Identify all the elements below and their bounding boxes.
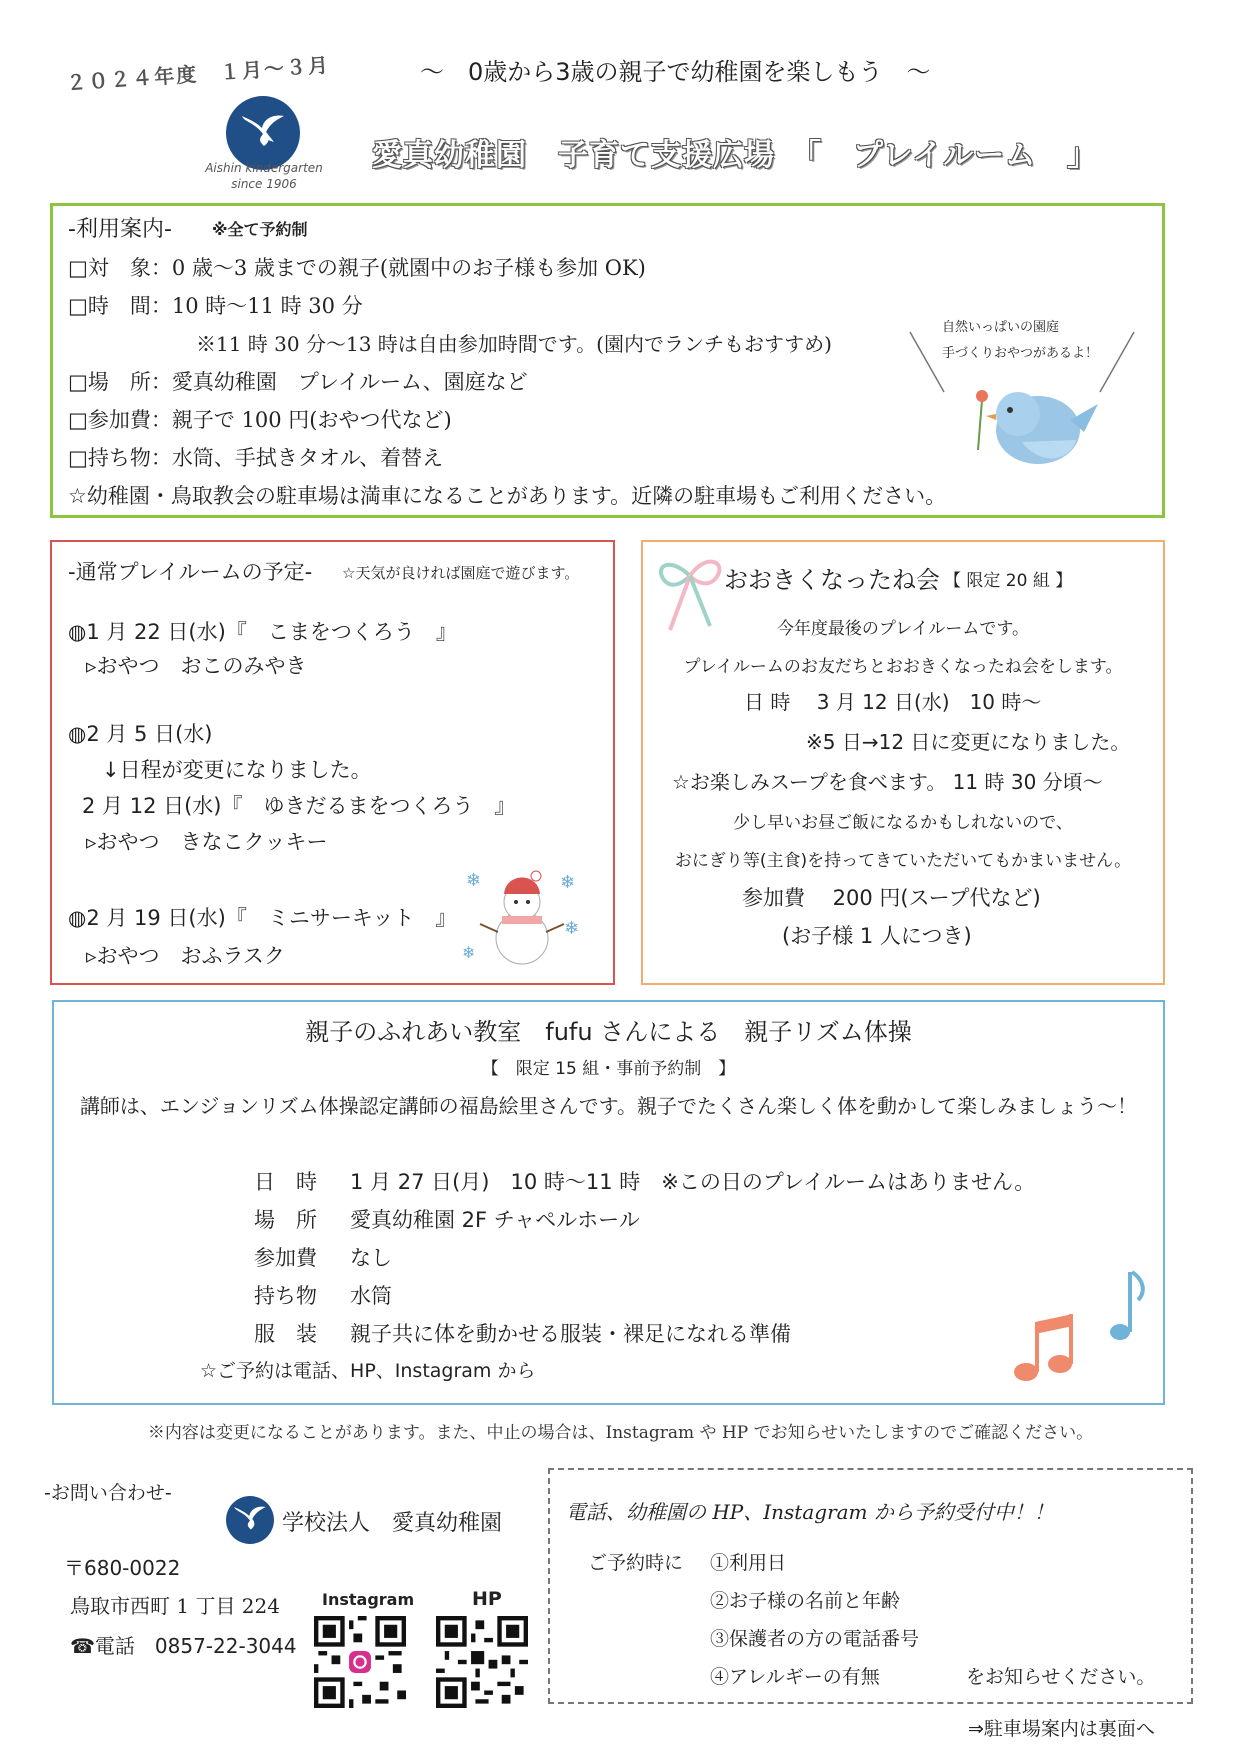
rhythm-label-place: 場 所	[254, 1208, 317, 1232]
dove-icon	[240, 112, 286, 152]
ookiku-soup: ☆お楽しみスープを食べます。 11 時 30 分頃～	[672, 770, 1103, 794]
booking-heading: 電話、幼稚園の HP、Instagram から予約受付中！！	[566, 1500, 1054, 1524]
music-notes-icon	[1010, 1252, 1150, 1392]
reservation-note: ※全て予約制	[212, 220, 308, 239]
rhythm-value-items: 水筒	[350, 1284, 392, 1308]
ookiku-title: おおきくなったね会	[724, 566, 940, 594]
ookiku-line-4: おにぎり等(主食)を持ってきていただいてもかまいません。	[674, 851, 1132, 871]
rhythm-description: 講師は、エンジョンリズム体操認定講師の福島絵里さんです。親子でたくさん楽しく体を動かして楽しみましょう～！	[79, 1094, 1138, 1118]
disclaimer: ※内容は変更になることがあります。また、中止の場合は、Instagram や HP でお知らせいたしますのでご確認ください。	[147, 1423, 1094, 1443]
usage-place: □場 所：愛真幼稚園 プレイルーム、園庭など	[68, 370, 528, 394]
school-year: ２０２４年度 １月～３月	[65, 52, 331, 96]
bird-note-1: 自然いっぱいの園庭	[942, 320, 1060, 335]
ookiku-line-3: 少し早いお昼ご飯になるかもしれないので、	[733, 813, 1073, 833]
booking-end: をお知らせください。	[966, 1666, 1156, 1688]
hp-qr-code[interactable]	[436, 1616, 528, 1708]
dove-icon	[232, 1504, 268, 1534]
svg-text:❄: ❄	[560, 872, 576, 893]
ookiku-fee-note: (お子様 1 人につき)	[782, 924, 972, 948]
svg-text:❄: ❄	[564, 918, 580, 939]
ookiku-fee: 参加費 200 円(スープ代など)	[742, 886, 1041, 910]
rhythm-label-datetime: 日 時	[254, 1170, 317, 1194]
rhythm-value-datetime: 1 月 27 日(月) 10 時～11 時 ※この日のプレイルームはありません。	[350, 1170, 1036, 1194]
schedule-heading: -通常プレイルームの予定-	[68, 560, 313, 584]
rhythm-reservation: ☆ご予約は電話、HP、Instagram から	[200, 1360, 536, 1382]
event-3-snack: ▹おやつ おふラスク	[86, 944, 285, 968]
rhythm-label-fee: 参加費	[254, 1246, 317, 1270]
booking-label: ご予約時に	[588, 1552, 684, 1574]
rhythm-title: 親子のふれあい教室 fufu さんによる 親子リズム体操	[305, 1018, 912, 1046]
rhythm-value-fee: なし	[350, 1246, 392, 1270]
ookiku-line-2: プレイルームのお友だちとおおきくなったね会をします。	[683, 657, 1123, 677]
weather-note: ☆天気が良ければ園庭で遊びます。	[342, 564, 580, 582]
rhythm-limit: 【 限定 15 組・事前予約制 】	[481, 1059, 736, 1079]
ribbon-icon	[650, 546, 730, 636]
instagram-label: Instagram	[322, 1590, 415, 1609]
address: 鳥取市西町 1 丁目 224	[70, 1594, 280, 1618]
event-3-date: ◍2 月 19 日(水)『 ミニサーキット 』	[68, 906, 457, 930]
usage-heading: -利用案内-	[68, 217, 172, 242]
page-title: 愛真幼稚園 子育て支援広場 「 プレイルーム 」	[372, 138, 1099, 173]
usage-time-note: ※11 時 30 分～13 時は自由参加時間です。(園内でランチもおすすめ)	[196, 332, 832, 356]
rhythm-value-place: 愛真幼稚園 2F チャペルホール	[350, 1208, 640, 1232]
usage-parking: ☆幼稚園・鳥取教会の駐車場は満車になることがあります。近隣の駐車場もご利用ください。	[68, 484, 947, 508]
event-2-new-date: 2 月 12 日(水)『 ゆきだるまをつくろう 』	[82, 794, 516, 818]
phone-number[interactable]: ☎電話 0857-22-3044	[70, 1634, 297, 1658]
svg-text:❄: ❄	[466, 870, 482, 891]
event-2-change: ↓日程が変更になりました。	[102, 758, 372, 782]
ookiku-line-1: 今年度最後のプレイルームです。	[776, 619, 1030, 639]
event-2-date: ◍2 月 5 日(水)	[68, 722, 213, 746]
usage-fee: □参加費：親子で 100 円(おやつ代など)	[68, 408, 452, 432]
school-name: 学校法人 愛真幼稚園	[282, 1511, 503, 1536]
rhythm-value-clothing: 親子共に体を動かせる服装・裸足になれる準備	[350, 1322, 791, 1346]
ookiku-limit: 【 限定 20 組 】	[944, 571, 1073, 591]
logo-caption: Aishin kindergarten since 1906	[205, 161, 323, 191]
event-1-snack: ▹おやつ おこのみやき	[86, 654, 307, 678]
booking-item-1: ①利用日	[710, 1552, 787, 1574]
ookiku-change: ※5 日→12 日に変更になりました。	[806, 730, 1131, 754]
booking-item-3: ③保護者の方の電話番号	[710, 1628, 920, 1650]
booking-item-2: ②お子様の名前と年齢	[710, 1590, 901, 1612]
instagram-qr-code[interactable]	[314, 1616, 406, 1708]
tagline: ～ 0歳から3歳の親子で幼稚園を楽しもう ～	[420, 58, 931, 86]
booking-item-4: ④アレルギーの有無	[710, 1666, 880, 1688]
snowman-icon	[460, 858, 590, 970]
rhythm-label-items: 持ち物	[254, 1284, 317, 1308]
bird-note-2: 手づくりおやつがあるよ！	[942, 346, 1099, 361]
postal-code: 〒680-0022	[64, 1556, 181, 1580]
svg-text:❄: ❄	[462, 943, 476, 962]
contact-heading: -お問い合わせ-	[44, 1482, 172, 1504]
parking-guide-link[interactable]: ⇒駐車場案内は裏面へ	[968, 1718, 1155, 1740]
ookiku-datetime: 日 時 3 月 12 日(水) 10 時～	[744, 690, 1042, 714]
usage-target: □対 象：0 歳～3 歳までの親子(就園中のお子様も参加 OK)	[68, 256, 646, 280]
hp-label: HP	[472, 1588, 502, 1610]
usage-time: □時 間：10 時～11 時 30 分	[68, 294, 363, 318]
event-1-date: ◍1 月 22 日(水)『 こまをつくろう 』	[68, 620, 457, 644]
event-2-snack: ▹おやつ きなこクッキー	[86, 830, 328, 854]
usage-items: □持ち物：水筒、手拭きタオル、着替え	[68, 446, 444, 470]
rhythm-label-clothing: 服 装	[254, 1322, 317, 1346]
bird-illustration-icon	[960, 370, 1100, 480]
